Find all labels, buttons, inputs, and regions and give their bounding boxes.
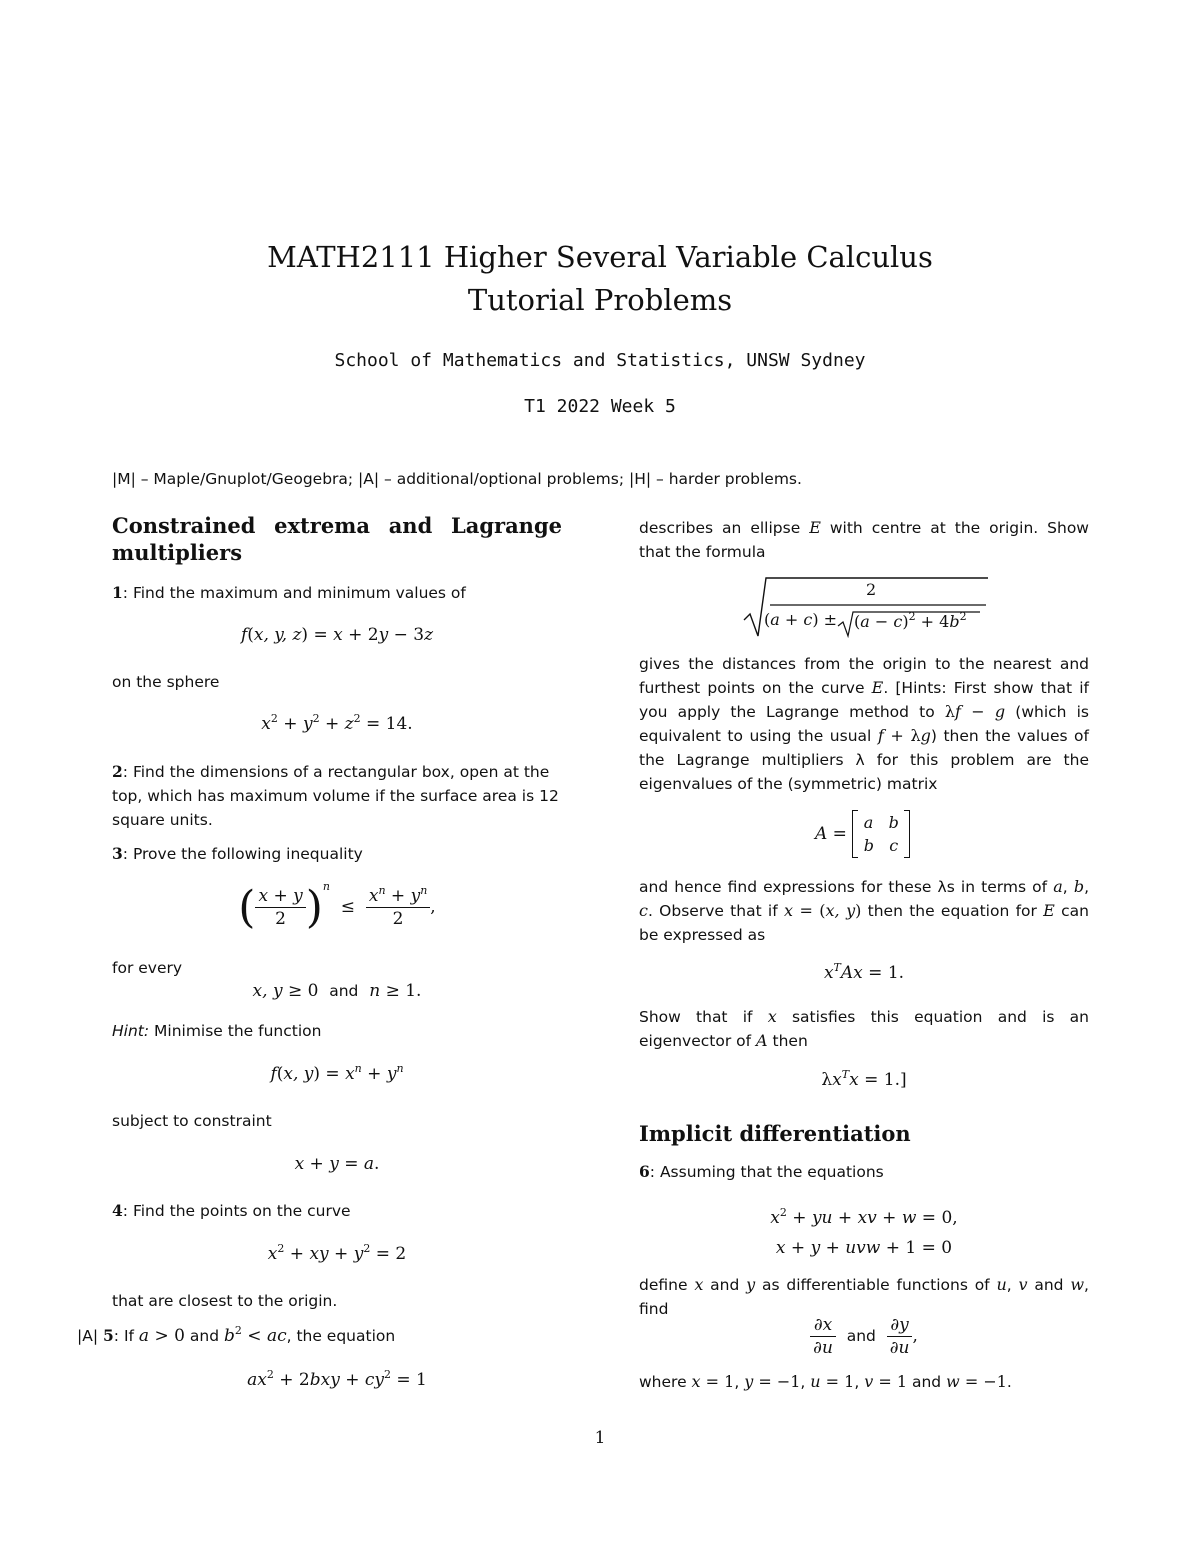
problem-5: |A| 5: If a > 0 and $b^2$ < ac, the equation — [77, 1324, 396, 1346]
problem-text: : If — [113, 1327, 134, 1345]
text-fragment: (which is equivalent to using the usual — [639, 703, 1090, 745]
problem-6-define: define x and y as differentiable functions of u, v and w, find — [639, 1275, 1089, 1318]
problem-5-show: Show that if x satisfies this equation and is an eigenvector of A then — [639, 1007, 1089, 1050]
problem-text: , the equation — [286, 1327, 396, 1345]
problem-number: 2 — [112, 762, 123, 781]
problem-3 — [112, 842, 562, 866]
equation-inequality: ( $\frac{x + y}{2}$ )$^n$ ≤ $\frac{x^n + y^n}{2}$ , — [238, 880, 436, 933]
equation-constraint: x + y = a. — [294, 1154, 380, 1174]
section-heading-constrained: Constrained extrema and Lagrange multipliers — [112, 513, 562, 565]
equation-f: f(x, y, z) = x + 2y − 3z — [240, 625, 434, 645]
problem-3-hint — [112, 1019, 562, 1043]
hint-text: Minimise the function — [149, 1022, 322, 1040]
text-fragment: as differentiable functions of — [762, 1276, 990, 1294]
text-fragment: , find — [639, 1276, 1089, 1318]
text-fragment: then the equation for — [867, 902, 1037, 920]
problem-2 — [112, 760, 562, 832]
problem-4 — [112, 1199, 562, 1223]
problem-text: and — [189, 1327, 220, 1345]
text-fragment: ) then the values of the Lagrange multipliers λ for this problem are the eigenvalues of the (symmetric) matrix — [639, 727, 1089, 793]
problem-5-gives: gives the distances from the origin to the nearest and furthest points on the curve E. [Hints: First show that if you apply the Lagrange method to λf − g (which is equivalent to using the usual f + λg) then the values of the Lagrange multipliers λ for this problem are the eigenvalues of the (symmetric) matrix — [639, 655, 1090, 793]
equation-curve: $x^2$ + xy + $y^2 = 2$ — [267, 1242, 407, 1264]
problem-text: : Assuming that the equations — [649, 1163, 884, 1181]
text-fragment: where — [639, 1373, 687, 1391]
problem-number: 6 — [639, 1162, 650, 1181]
problem-3-for-every: for every — [112, 959, 183, 977]
text-fragment: gives the distances from the origin to the nearest and furthest points on the curve — [639, 655, 1089, 697]
problem-5-hence: and hence find expressions for these λs in terms of a, b, c. Observe that if x = (x, y) then the equation for E can be expressed as — [639, 877, 1089, 944]
problem-1 — [112, 581, 562, 605]
text-fragment: can be expressed as — [639, 902, 1089, 944]
text-fragment: define — [639, 1276, 688, 1294]
equation-system: $x^2$ + yu + xv + w = 0, x + y + uvw + 1 = 0 — [770, 1206, 958, 1258]
text-fragment: Show that if — [639, 1008, 753, 1026]
equation-fxy: f(x, $y) = x^n + y^n$ — [270, 1062, 404, 1084]
term-week: T1 2022 Week 5 — [524, 396, 676, 417]
text-fragment: with centre at the origin. Show that the formula — [639, 519, 1089, 561]
text-fragment: describes an ellipse — [639, 519, 801, 537]
equation-eigen: $\lambda x^Tx = 1$.] — [821, 1068, 907, 1090]
problem-4-after: that are closest to the origin. — [112, 1292, 338, 1310]
and-word: and — [846, 1327, 876, 1345]
problem-5-continued: describes an ellipse E with centre at the origin. Show that the formula — [639, 518, 1089, 561]
text-fragment: . [Hints: First show that if you apply the Lagrange method to — [639, 679, 1089, 721]
left-column — [112, 512, 562, 566]
text-fragment: and hence find expressions for these λs in terms of — [639, 878, 1048, 896]
equation-conditions: x, y ≥ 0 and n ≥ 1. — [252, 981, 422, 1001]
equation-ellipse: $ax^2 + 2bxy + cy^2 = 1$ — [247, 1368, 427, 1390]
problem-text: : Find the points on the curve — [122, 1202, 351, 1220]
additional-tag: |A| — [77, 1327, 99, 1345]
matrix-a: A = a b b c — [815, 810, 910, 858]
section-heading-implicit: Implicit differentiation — [639, 1121, 911, 1146]
hint-label: Hint: — [112, 1022, 150, 1040]
text-fragment: . Observe that if — [647, 902, 778, 920]
document-title: MATH2111 Higher Several Variable Calculus — [267, 240, 933, 274]
equation-partials: $\frac{\partial x}{\partial u}$ and $\frac{\partial y}{\partial u}$ , — [639, 1314, 1089, 1359]
problem-number: 1 — [112, 583, 123, 602]
equation-sphere: $x^2 + y^2 + z^2 = 14$. — [261, 712, 413, 734]
problem-legend: |M| – Maple/Gnuplot/Geogebra; |A| – additional/optional problems; |H| – harder problems. — [112, 470, 802, 488]
distance-formula: 2 (a + c) ± $(a - c)^2 + 4b^2$ — [742, 574, 992, 638]
page-number: 1 — [594, 1428, 606, 1448]
text-fragment: and — [710, 1276, 740, 1294]
problem-6 — [639, 1160, 1089, 1184]
problem-text: : Prove the following inequality — [122, 845, 363, 863]
school-name: School of Mathematics and Statistics, UNSW Sydney — [334, 350, 866, 371]
problem-number: 3 — [112, 844, 123, 863]
problem-text: : Find the dimensions of a rectangular box, open at the top, which has maximum volume if the surface area is 12 square units. — [112, 763, 559, 829]
problem-number: 5 — [103, 1326, 114, 1345]
and-word: and — [329, 982, 359, 1000]
document-subtitle: Tutorial Problems — [467, 283, 733, 317]
text-fragment: then — [772, 1032, 808, 1050]
problem-3-subject: subject to constraint — [112, 1112, 272, 1130]
problem-number: 4 — [112, 1201, 123, 1220]
problem-6-where: where x = 1, y = −1, u = 1, v = 1 and w = −1. — [639, 1372, 1012, 1391]
problem-1-sphere-text: on the sphere — [112, 673, 220, 691]
text-fragment: satisfies this equation and is an eigenvector of — [639, 1008, 1089, 1050]
problem-text: : Find the maximum and minimum values of — [122, 584, 466, 602]
equation-quadratic-form: $x^TAx = 1$. — [823, 961, 905, 983]
